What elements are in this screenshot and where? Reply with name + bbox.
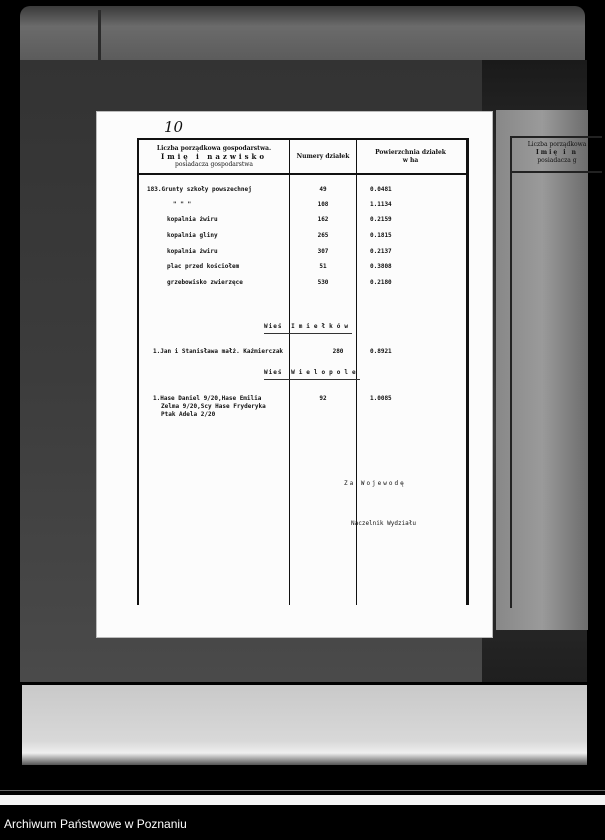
adjacent-table-header [512,138,602,173]
header-text: w ha [402,156,419,164]
adjacent-header-line: Imię i n [535,149,579,156]
owner-parcel: 92 [319,395,327,402]
owner-parcel: 280 [332,348,344,355]
header-area [357,140,464,173]
header-text: Powierzchnia działek [375,148,446,156]
header-parcel-numbers [290,140,356,173]
row-name: kopalnia żwiru [167,216,218,223]
owner-name: 1.Jan i Stanisława małż. Kaźmierczak [153,348,284,355]
row-parcel: 265 [317,232,329,239]
header-owner [139,140,289,173]
row-name: grzebowisko zwierzęce [167,279,243,286]
bottom-board [22,685,587,765]
row-parcel: 51 [319,263,327,270]
owner-name-line: Ptak Adela 2/20 [161,411,216,418]
row-area: 0.2180 [370,279,392,286]
adjacent-header-line: Liczba porządkowa [527,141,587,148]
owner-area: 0.8921 [370,348,392,355]
film-line [0,790,605,791]
village-name: Imiełków [291,323,352,330]
footer-bar [0,805,605,840]
land-register-table [137,138,469,605]
row-area: 0.0481 [370,186,392,193]
header-text: Numery działek [296,152,350,160]
adjacent-table [510,136,602,608]
header-text: Imię i nazwisko [160,151,268,161]
page-number: 10 [164,118,184,136]
board-seam [98,10,101,64]
row-area: 0.2159 [370,216,392,223]
row-name: kopalnia gliny [167,232,218,239]
village-name: Wielopole [291,369,360,376]
row-parcel: 49 [319,186,327,193]
table-header [139,140,466,175]
row-area: 1.1134 [370,201,392,208]
archive-name: Archiwum Państwowe w Poznaniu [4,817,187,831]
film-edge [0,795,605,805]
adjacent-page [496,110,588,630]
village-heading [264,369,360,380]
adjacent-header-line: posiadacza g [537,157,577,164]
row-parcel: 108 [317,201,329,208]
top-board [20,6,585,64]
signature-line: Naczelnik Wydziału [351,520,417,527]
document-page [97,112,492,637]
row-area: 0.2137 [370,248,392,255]
row-name: plac przed kościołem [167,263,240,270]
header-text: posiadacza gospodarstwa [175,160,253,168]
row-name: " " " [173,201,192,208]
village-label: Wieś [264,323,283,330]
owner-name-line: 1.Hase Daniel 9/20,Hase Emilia [153,395,262,402]
row-parcel: 162 [317,216,329,223]
signature-line: Za Wojewodę [344,480,406,487]
row-area: 0.3808 [370,263,392,270]
village-label: Wieś [264,369,283,376]
row-name: 183.Grunty szkoły powszechnej [147,186,252,193]
row-parcel: 307 [317,248,329,255]
owner-area: 1.0085 [370,395,392,402]
row-parcel: 530 [317,279,329,286]
row-area: 0.1815 [370,232,392,239]
owner-name-line: Zelma 9/20,Scy Hase Fryderyka [161,403,266,410]
row-name: kopalnia żwiru [167,248,218,255]
village-heading [264,323,352,334]
header-text: Liczba porządkowa gospodarstwa. [156,144,272,152]
